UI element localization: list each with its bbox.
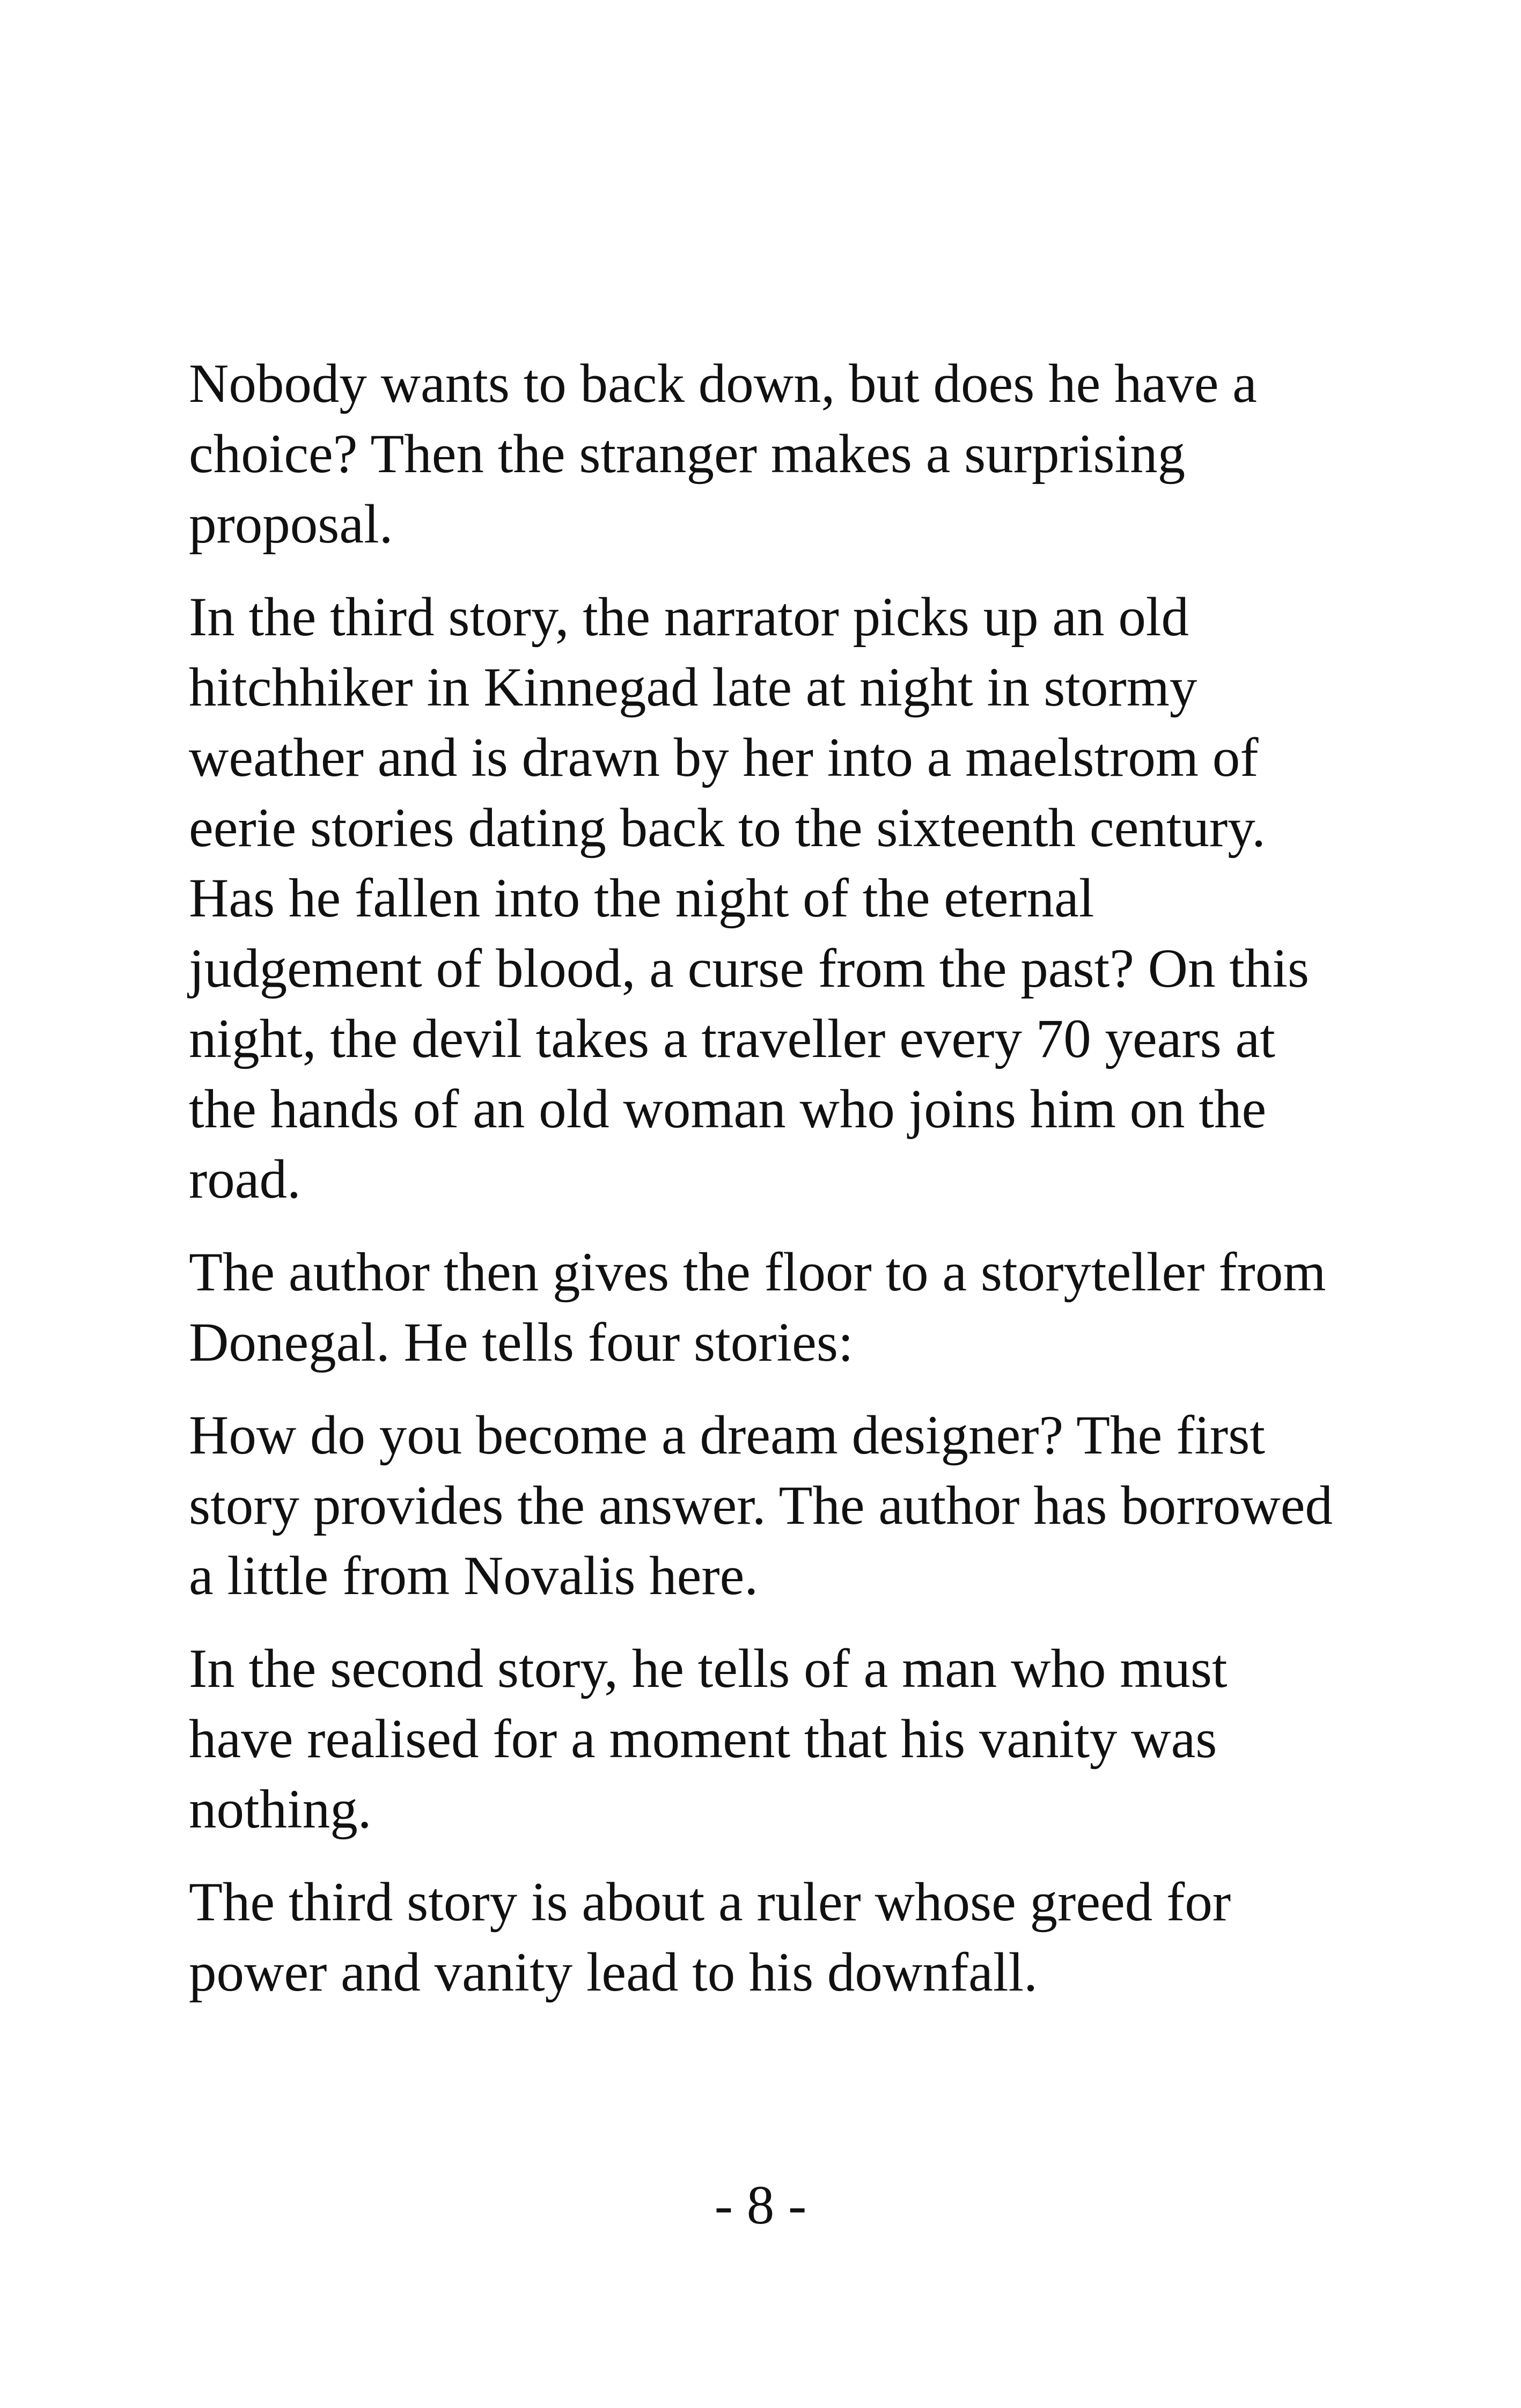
text-line: judgement of blood, a curse from the past? On this <box>189 938 1310 999</box>
text-line: have realised for a moment that his vanity was <box>189 1708 1217 1770</box>
text-line: hitchhiker in Kinnegad late at night in stormy <box>189 657 1197 718</box>
text-line: The third story is about a ruler whose greed for <box>189 1871 1231 1933</box>
text-line: Nobody wants to back down, but does he have a <box>189 353 1257 414</box>
text-line: The author then gives the floor to a storyteller from <box>189 1242 1326 1303</box>
paragraph-4 <box>189 1400 1333 1611</box>
text-line: night, the devil takes a traveller every 70 years at <box>189 1008 1275 1069</box>
paragraph-5 <box>189 1634 1326 1845</box>
page-number: - 8 - <box>714 2175 807 2236</box>
paragraph-6 <box>189 1867 1326 2008</box>
text-line: Has he fallen into the night of the eternal <box>189 868 1094 929</box>
text-line: How do you become a dream designer? The first <box>189 1405 1265 1466</box>
text-line: In the second story, he tells of a man who must <box>189 1638 1228 1699</box>
text-line: proposal. <box>189 494 393 555</box>
text-line: a little from Novalis here. <box>189 1545 759 1606</box>
text-line: story provides the answer. The author has borrowed <box>189 1475 1333 1536</box>
text-line: road. <box>189 1149 301 1210</box>
text-line: power and vanity lead to his downfall. <box>189 1942 1038 2003</box>
text-line: the hands of an old woman who joins him on the <box>189 1078 1267 1140</box>
text-line: weather and is drawn by her into a maelstrom of <box>189 727 1259 788</box>
paragraph-2 <box>189 582 1326 1215</box>
text-line: Donegal. He tells four stories: <box>189 1312 854 1373</box>
paragraph-3 <box>189 1237 1326 1378</box>
text-line: eerie stories dating back to the sixteenth century. <box>189 797 1266 858</box>
paragraph-1 <box>189 349 1326 560</box>
text-line: In the third story, the narrator picks up an old <box>189 586 1189 648</box>
body-text <box>189 349 1333 2030</box>
text-line: choice? Then the stranger makes a surprising <box>189 423 1186 484</box>
text-line: nothing. <box>189 1779 372 1840</box>
